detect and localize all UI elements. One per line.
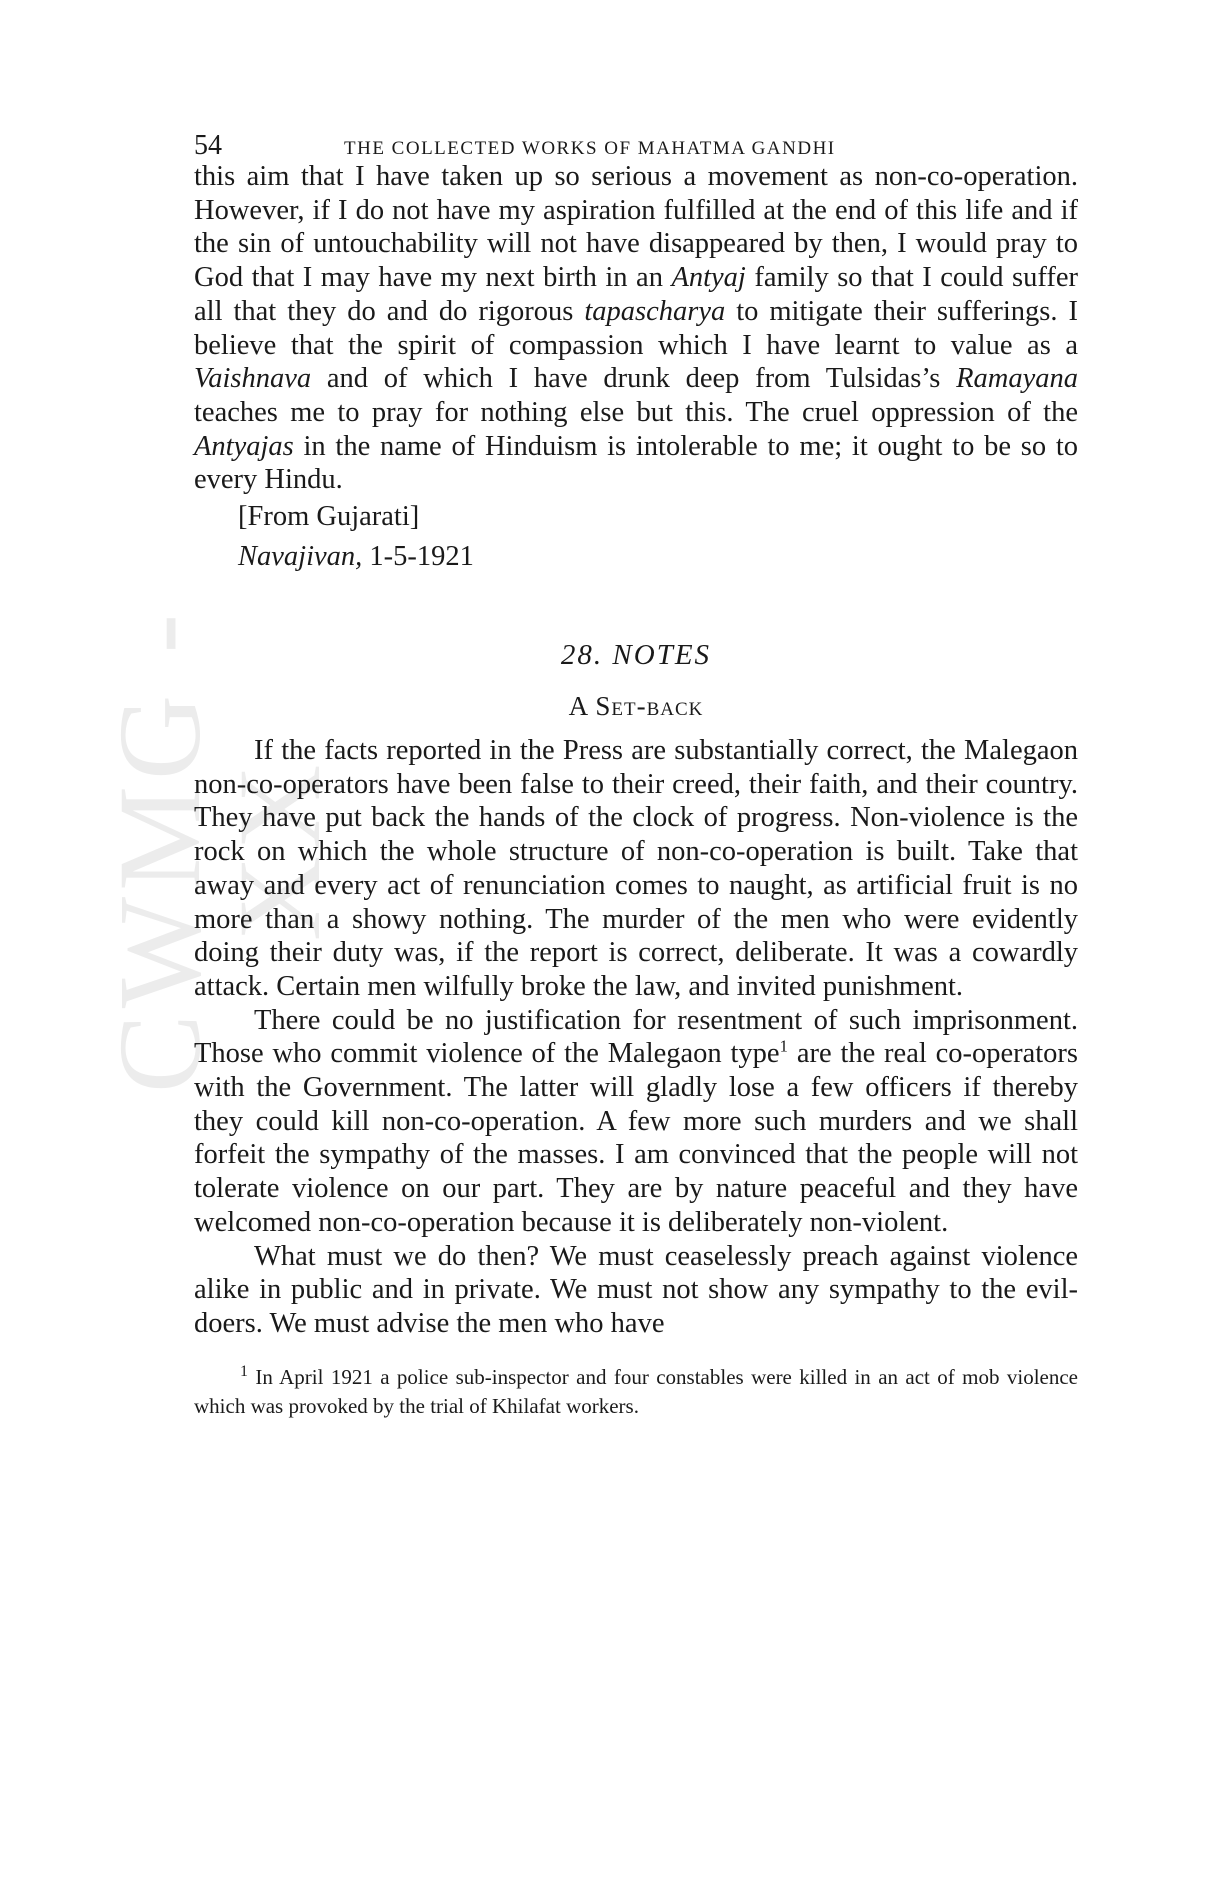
running-head-title: THE COLLECTED WORKS OF MAHATMA GANDHI bbox=[344, 138, 836, 159]
italic-term: Ramayana bbox=[956, 363, 1078, 395]
chapter-title: 28. NOTES bbox=[560, 639, 712, 672]
watermark: CWMG - XX bbox=[94, 607, 345, 1093]
page-number: 54 bbox=[194, 130, 222, 161]
source-note: [From Gujarati] bbox=[238, 501, 420, 533]
text-run: teaches me to pray for nothing else but this. The cruel oppression of the bbox=[194, 396, 1078, 428]
footnote-ref[interactable]: 1 bbox=[779, 1036, 789, 1056]
italic-term: Antyajas bbox=[194, 430, 294, 462]
paragraph-continued bbox=[194, 160, 1078, 497]
footnote-text: In April 1921 a police sub-inspector and four constables were killed in an act of mob violence which was provoked by the trial of Khilafat workers. bbox=[194, 1364, 1078, 1418]
footnote-marker: 1 bbox=[240, 1362, 248, 1380]
text-run: family so that I could suffer all that they do and do rigorous bbox=[194, 262, 1078, 327]
dateline bbox=[194, 537, 1078, 577]
text-run: are the real co-operators with the Government. The latter will gladly lose a few officers if thereby they could kill non-co-operation. A few more such murders and we shall forfeit the sympathy of the masses. I am convinced that the people will not tolerate violence on our part. They are by nature peaceful and they have welcomed non-co-operation because it is deliberately non-violent. bbox=[194, 1038, 1078, 1238]
italic-term: Vaishnava bbox=[194, 363, 312, 395]
book-page bbox=[194, 120, 1078, 1421]
italic-term: Antyaj bbox=[671, 262, 746, 294]
footnote bbox=[194, 1363, 1078, 1421]
publication-date: 1-5-1921 bbox=[362, 541, 474, 573]
paragraph bbox=[194, 1004, 1078, 1240]
publication-name: Navajivan, bbox=[238, 541, 363, 573]
text-run: this aim that I have taken up so serious a movement as non-co-operation. However, if I do not have my aspiration fulfilled at the end of this life and if the sin of untouchability will not have disappeared by then, I would pray to God that I may have my next birth in an bbox=[194, 161, 1078, 294]
text-run: in the name of Hinduism is intolerable to me; it ought to be so to every Hindu. bbox=[194, 430, 1078, 496]
paragraph: What must we do then? We must ceaselessly preach against violence alike in public and in private. We must not show any sympathy to the evil-doers. We must advise the men who have bbox=[194, 1240, 1078, 1339]
paragraph: If the facts reported in the Press are substantially correct, the Malegaon non-co-operators have been false to their creed, their faith, and their country. They have put back the hands of the clock of progress. Non-violence is the rock on which the whole structure of non-co-operation is built. Take that away and every act of renunciation comes to naught, as artificial fruit is no more than a showy nothing. The murder of the men who were evidently doing their duty was, if the report is correct, deliberate. It was a cowardly attack. Certain men wilfully broke the law, and invited punishment. bbox=[194, 735, 1078, 1002]
text-run: There could be no justification for resentment of such imprisonment. Those who commit violence of the Malegaon type bbox=[194, 1004, 1078, 1070]
section-title: A Set-back bbox=[568, 691, 704, 722]
italic-term: tapascharya bbox=[584, 295, 726, 327]
text-run: and of which I have drunk deep from Tulsidas’s bbox=[311, 363, 957, 395]
text-run: to mitigate their sufferings. I believe that the spirit of compassion which I have learnt to value as a bbox=[194, 295, 1078, 361]
running-head bbox=[194, 120, 1078, 160]
